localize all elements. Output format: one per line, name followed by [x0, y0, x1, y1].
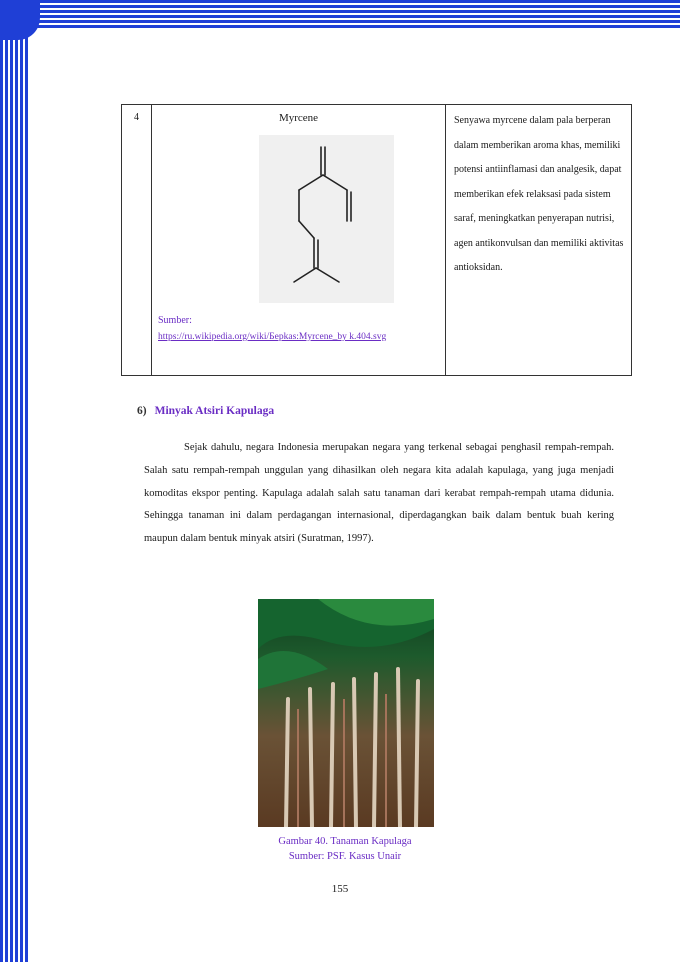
structure-cell	[152, 105, 446, 375]
compound-name: Myrcene	[278, 112, 319, 124]
section-title: Minyak Atsiri Kapulaga	[154, 405, 275, 417]
figure-source: Sumber: PSF. Kasus Unair	[288, 851, 402, 862]
figure-caption: Gambar 40. Tanaman Kapulaga	[278, 836, 412, 847]
source-link[interactable]: https://ru.wikipedia.org/wiki/Берkas:Myrcene_by k.404.svg	[158, 332, 387, 342]
page-frame-corner	[0, 0, 40, 40]
kapulaga-plant-photo	[258, 599, 434, 827]
page-number: 155	[331, 883, 349, 895]
body-paragraph: Sejak dahulu, negara Indonesia merupakan negara yang terkenal sebagai penghasil rempah-rempah. Salah satu rempah-rempah unggulan yang dihasilkan oleh negara kita adalah kapulaga, yang juga menjadi komoditas ekspor penting. Kapulaga adalah salah satu tanaman dari kerabat rempah-rempah utama didunia. Sehingga tanaman ini dalam perdagangan internasional, diperdagangkan baik dalam bentuk buah kering maupun dalam bentuk minyak atsiri (Suratman, 1997).	[144, 442, 614, 545]
row-number: 4	[122, 105, 152, 375]
source-label: Sumber:	[158, 315, 192, 326]
compound-description: Senyawa myrcene dalam pala berperan dalam memberikan aroma khas, memiliki potensi antiinflamasi dan analgesik, dapat memberikan efek relaksasi pada sistem saraf, meningkatkan penyerapan nutrisi, agen antikonvulsan dan memiliki aktivitas antioksidan.	[454, 115, 624, 273]
section-number: 6)	[137, 405, 147, 417]
page-frame-left	[0, 0, 28, 962]
section-heading	[137, 405, 274, 417]
compound-table	[121, 104, 632, 376]
myrcene-structure-image	[259, 135, 394, 303]
page-frame-top	[0, 0, 680, 30]
